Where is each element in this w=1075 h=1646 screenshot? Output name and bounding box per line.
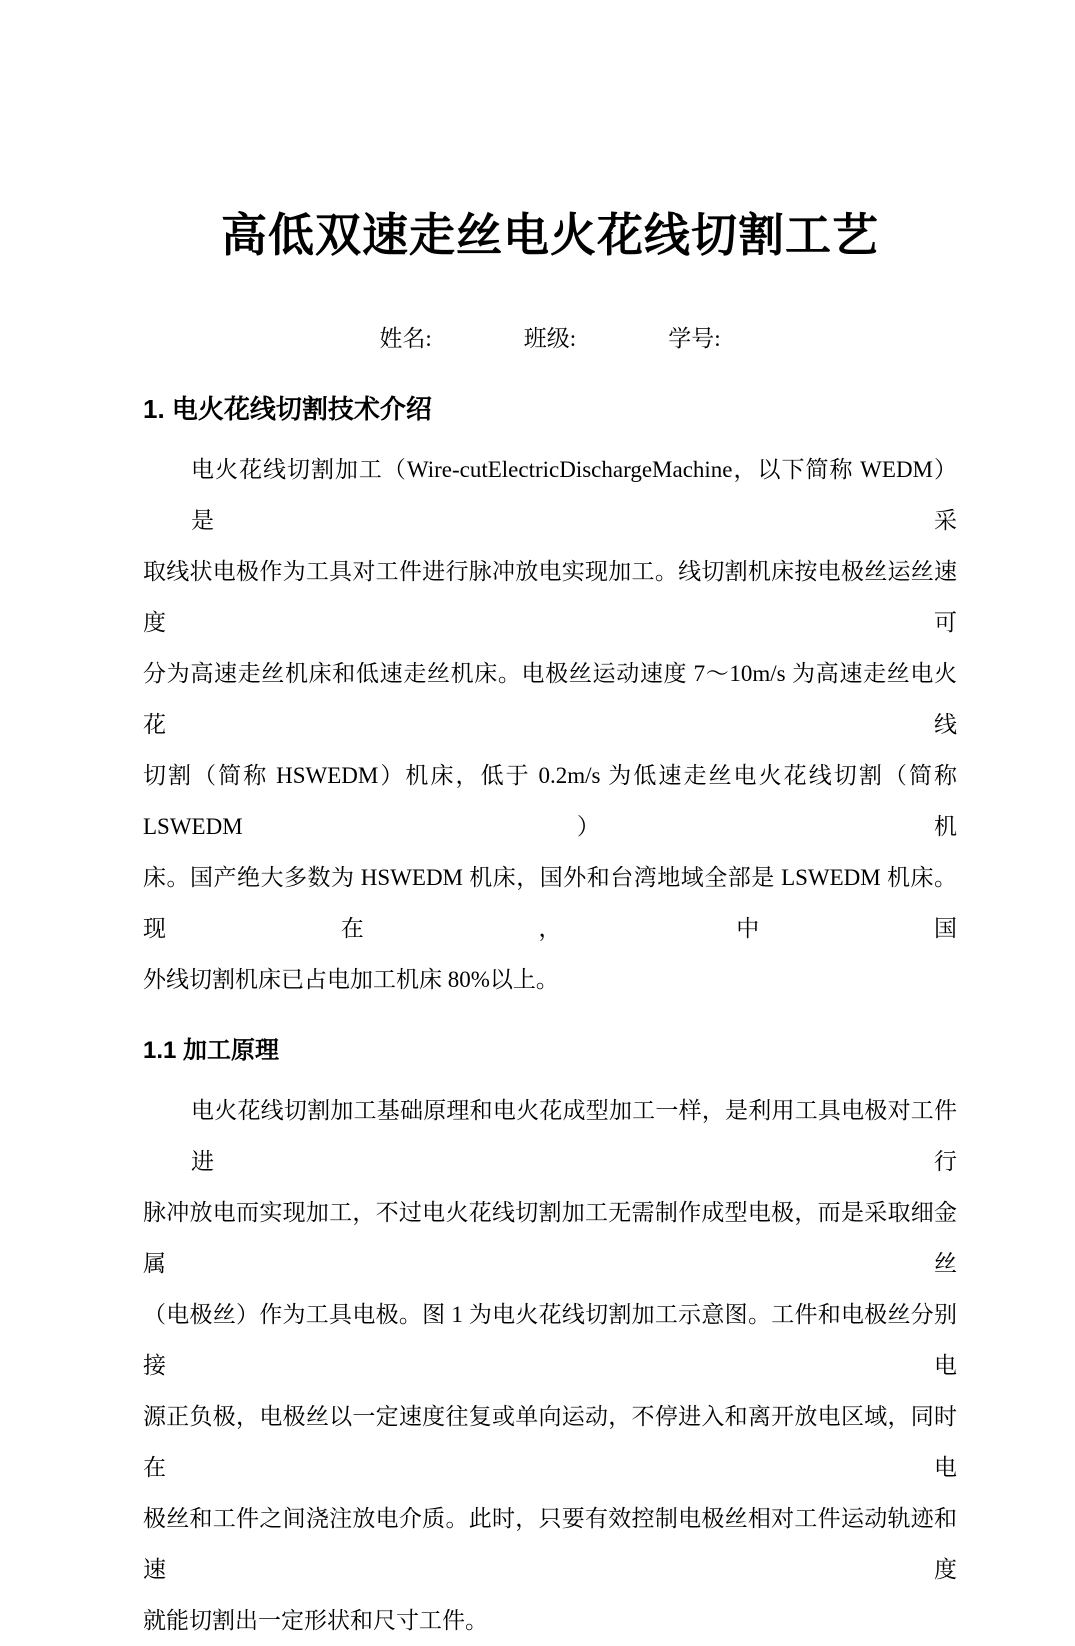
byline xyxy=(143,322,957,356)
section-1-paragraph xyxy=(143,444,957,1005)
paragraph-line: 脉冲放电而实现加工，不过电火花线切割加工无需制作成型电极，而是采取细金属丝 xyxy=(143,1200,957,1276)
paragraph-line: 源正负极，电极丝以一定速度往复或单向运动，不停进入和离开放电区域，同时在电 xyxy=(143,1404,957,1480)
paragraph-line: 取线状电极作为工具对工件进行脉冲放电实现加工。线切割机床按电极丝运丝速度可 xyxy=(143,559,957,635)
paragraph-line: （电极丝）作为工具电极。图 1 为电火花线切割加工示意图。工件和电极丝分别接电 xyxy=(143,1302,957,1378)
byline-class-label: 班级: xyxy=(523,326,577,351)
paragraph-line: 电火花线切割加工基础原理和电火花成型加工一样，是利用工具电极对工件进行 xyxy=(191,1098,957,1174)
section-1-heading: 1. 电火花线切割技术介绍 xyxy=(143,394,432,424)
paragraph-line: 电火花线切割加工（Wire-cutElectricDischargeMachine，以下简称 WEDM）是采 xyxy=(191,457,957,533)
section-1-1-heading: 1.1 加工原理 xyxy=(143,1037,280,1064)
paragraph-line: 切割（简称 HSWEDM）机床，低于 0.2m/s 为低速走丝电火花线切割（简称 LSWEDM）机 xyxy=(143,763,957,839)
document-title: 高低双速走丝电火花线切割工艺 xyxy=(221,210,879,261)
paragraph-line: 分为高速走丝机床和低速走丝机床。电极丝运动速度 7～10m/s 为高速走丝电火花线 xyxy=(143,661,957,737)
paragraph-line: 就能切割出一定形状和尺寸工件。 xyxy=(143,1608,488,1633)
paragraph-line: 床。国产绝大多数为 HSWEDM 机床，国外和台湾地域全部是 LSWEDM 机床。现在，中国 xyxy=(143,865,957,941)
byline-name-label: 姓名: xyxy=(379,326,432,351)
byline-student-id-label: 学号: xyxy=(668,326,721,351)
paragraph-line: 极丝和工件之间浇注放电介质。此时，只要有效控制电极丝相对工件运动轨迹和速度 xyxy=(143,1506,957,1582)
section-1-1-paragraph xyxy=(143,1085,957,1646)
paragraph-line: 外线切割机床已占电加工机床 80%以上。 xyxy=(143,967,559,992)
